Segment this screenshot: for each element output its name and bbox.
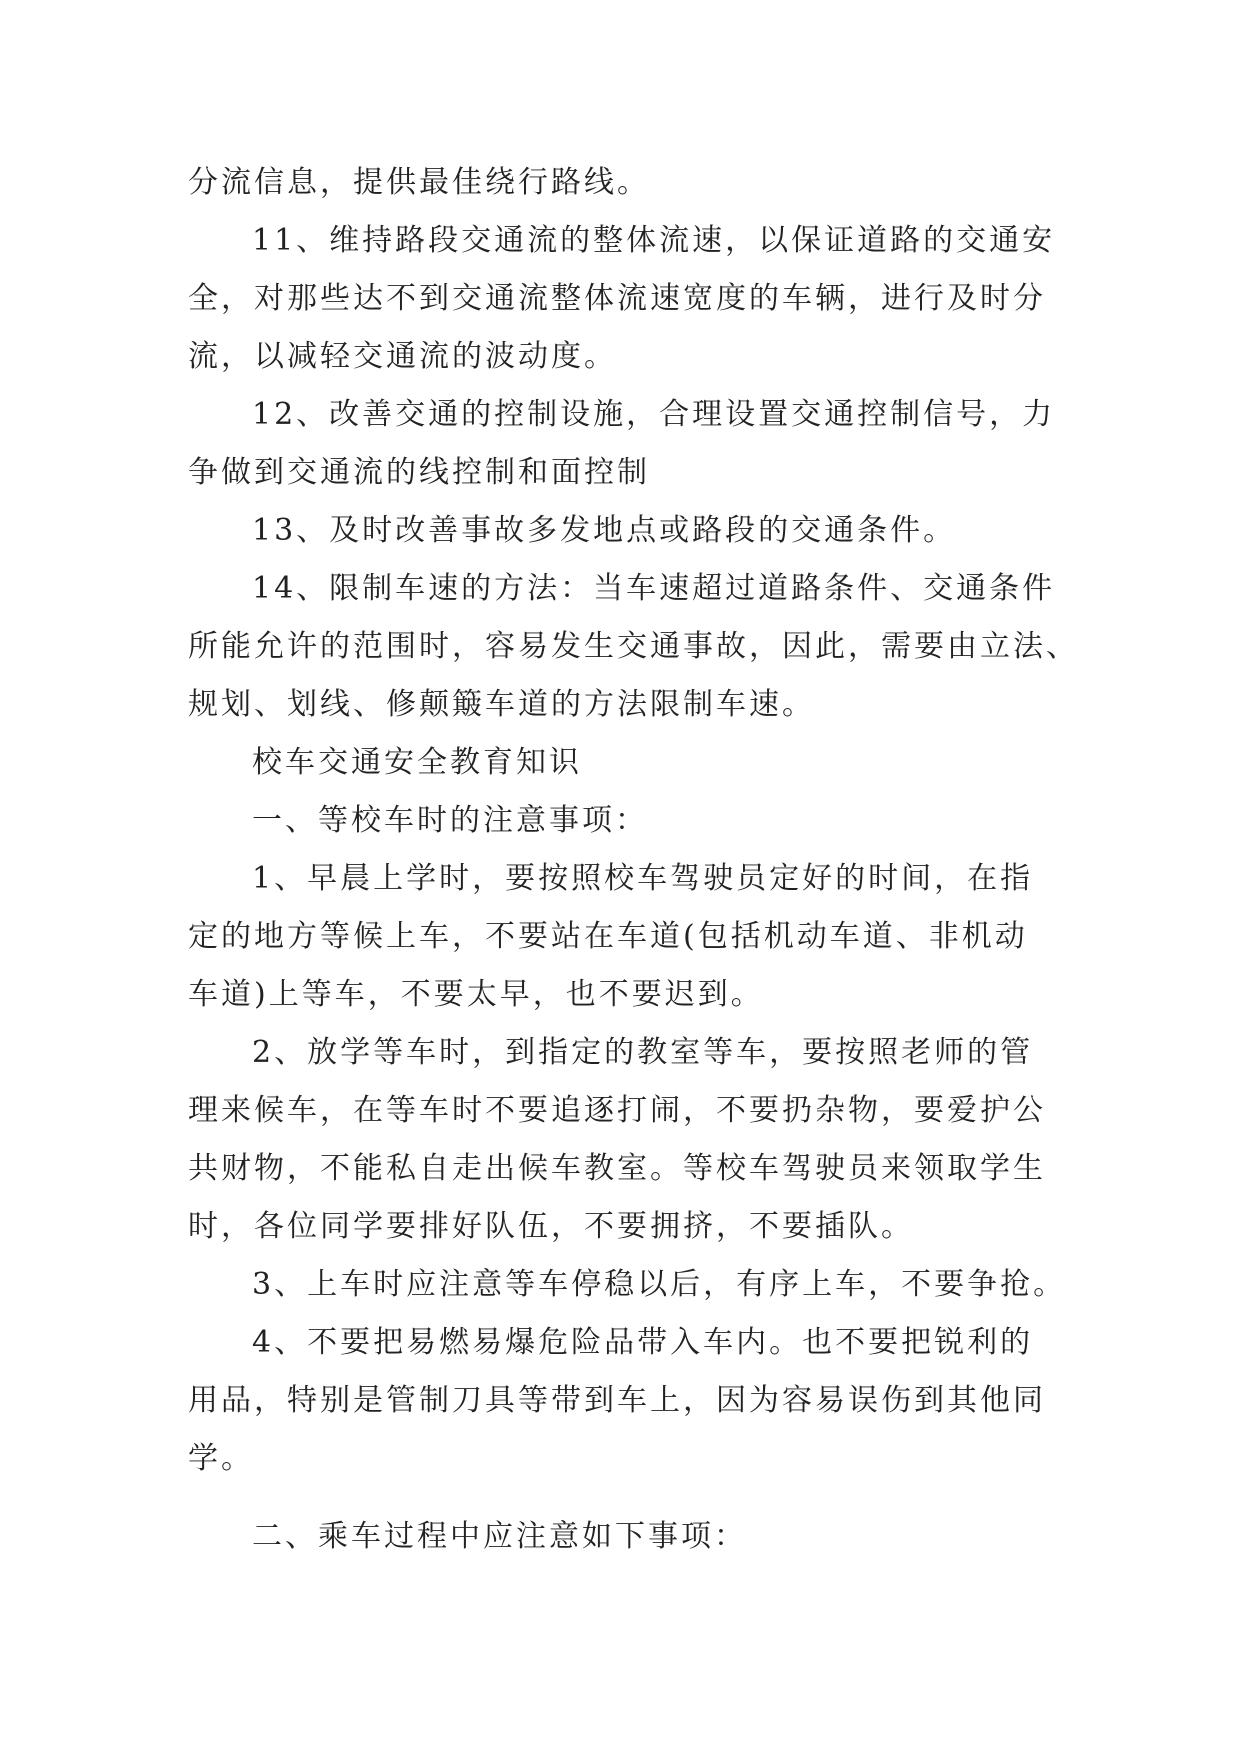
text-line: 学。 xyxy=(188,1441,254,1476)
text-line: 13、及时改善事故多发地点或路段的交通条件。 xyxy=(252,513,957,548)
text-line: 4、不要把易燃易爆危险品带入车内。也不要把锐利的 xyxy=(252,1325,1034,1360)
text-line: 流，以减轻交通流的波动度。 xyxy=(188,339,617,374)
document-body xyxy=(188,154,1079,1566)
text-line: 车道)上等车，不要太早，也不要迟到。 xyxy=(188,977,764,1012)
text-line: 定的地方等候上车，不要站在车道(包括机动车道、非机动 xyxy=(188,919,1028,954)
text-line: 用品，特别是管制刀具等带到车上，因为容易误伤到其他同 xyxy=(188,1383,1046,1418)
text-line: 所能允许的范围时，容易发生交通事故，因此，需要由立法、 xyxy=(188,629,1079,664)
text-line: 全，对那些达不到交通流整体流速宽度的车辆，进行及时分 xyxy=(188,281,1046,316)
text-line: 时，各位同学要排好队伍，不要拥挤，不要插队。 xyxy=(188,1209,914,1244)
text-line: 1、早晨上学时，要按照校车驾驶员定好的时间，在指 xyxy=(252,861,1034,896)
text-line: 2、放学等车时，到指定的教室等车，要按照老师的管 xyxy=(252,1035,1034,1070)
text-line: 规划、划线、修颠簸车道的方法限制车速。 xyxy=(188,687,815,722)
text-line: 11、维持路段交通流的整体流速，以保证道路的交通安 xyxy=(252,223,1056,258)
text-line: 二、乘车过程中应注意如下事项： xyxy=(252,1519,747,1554)
text-line: 争做到交通流的线控制和面控制 xyxy=(188,455,650,490)
text-line: 分流信息，提供最佳绕行路线。 xyxy=(188,165,650,200)
text-line: 共财物，不能私自走出候车教室。等校车驾驶员来领取学生 xyxy=(188,1151,1046,1186)
text-line: 12、改善交通的控制设施，合理设置交通控制信号，力 xyxy=(252,397,1056,432)
text-line: 一、等校车时的注意事项： xyxy=(252,803,648,838)
text-line: 校车交通安全教育知识 xyxy=(252,745,582,780)
text-line: 14、限制车速的方法：当车速超过道路条件、交通条件 xyxy=(252,571,1056,606)
text-line: 3、上车时应注意等车停稳以后，有序上车，不要争抢。 xyxy=(252,1267,1067,1302)
text-line: 理来候车，在等车时不要追逐打闹，不要扔杂物，要爱护公 xyxy=(188,1093,1046,1128)
